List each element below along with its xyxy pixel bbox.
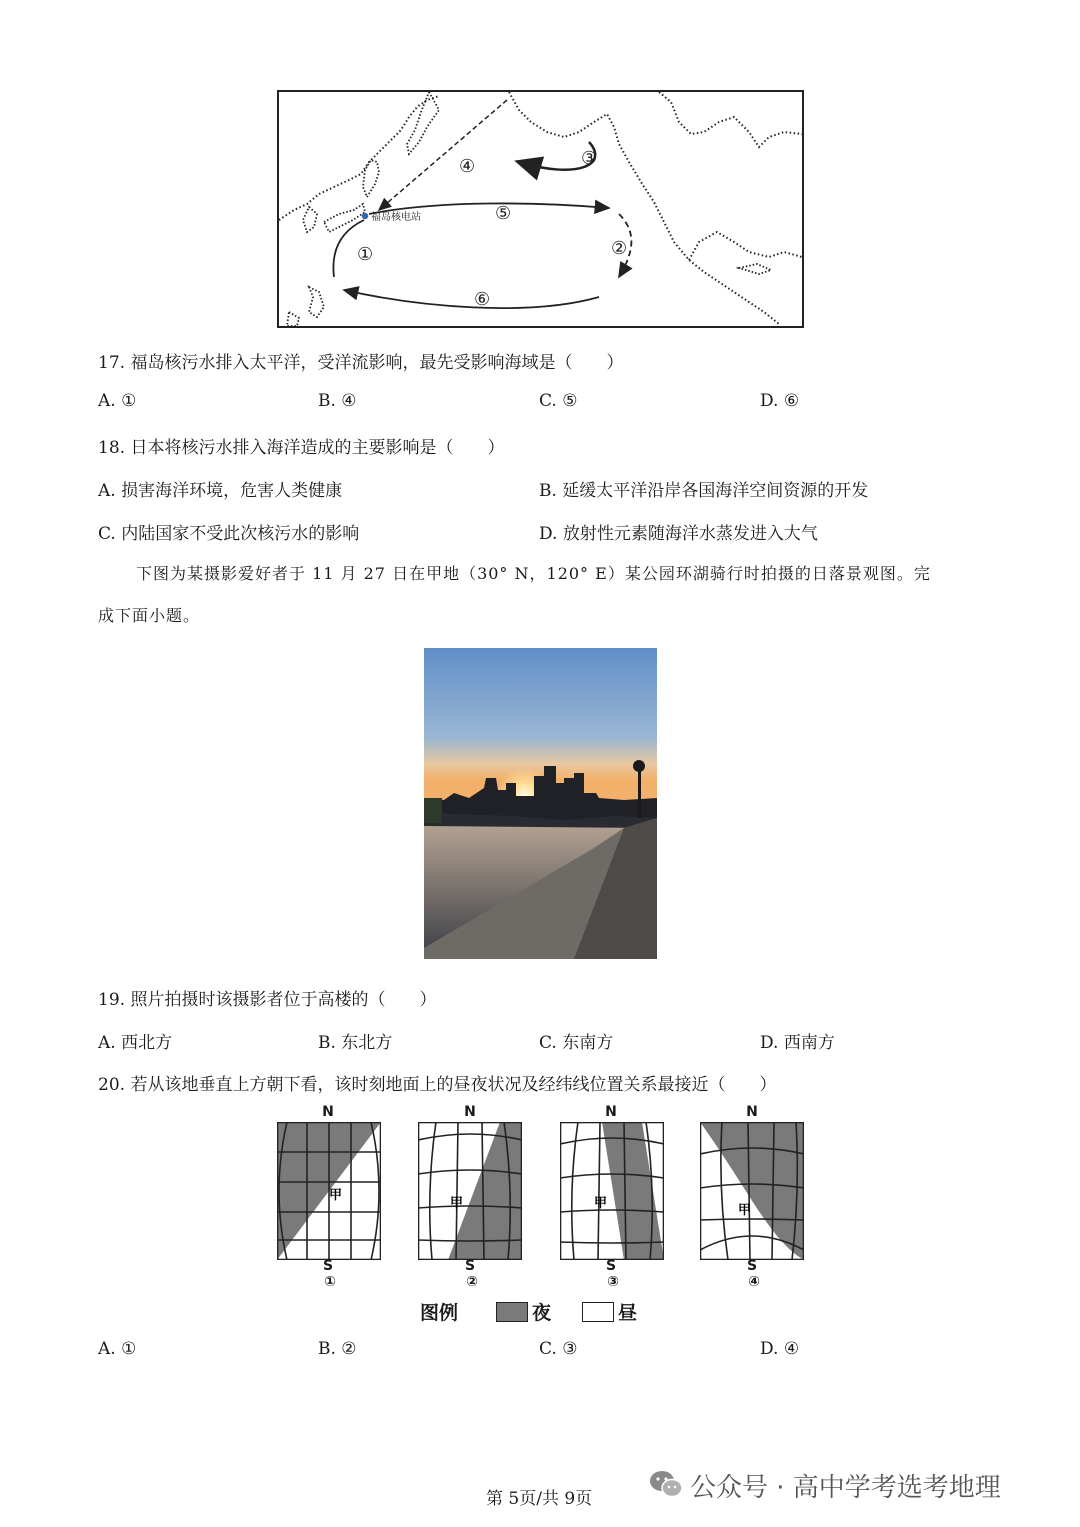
diagram-3-grid [560,1122,664,1260]
south-label: S [605,1258,617,1274]
ocean-current-map [277,90,804,328]
north-america-north [659,92,802,147]
q19-stem: 19. 照片拍摄时该摄影者位于高楼的（ ） [98,990,437,1010]
sunset-photo [424,648,657,959]
label-4: ④ [459,156,476,177]
q18-option-b[interactable]: B. 延缓太平洋沿岸各国海洋空间资源的开发 [539,481,869,501]
q20-option-d[interactable]: D. ④ [760,1339,800,1359]
legend-night-label: 夜 [532,1302,552,1324]
q17-option-d[interactable]: D. ⑥ [760,391,800,411]
q17-stem: 17. 福岛核污水排入太平洋，受洋流影响，最先受影响海域是（ ） [98,353,624,373]
q20-stem: 20. 若从该地垂直上方朝下看，该时刻地面上的昼夜状况及经纬线位置关系最接近（ ） [98,1075,777,1095]
q20-option-a[interactable]: A. ① [98,1339,137,1359]
south-label: S [322,1258,334,1274]
alaska-coast [509,92,779,324]
watermark-text: 公众号 · 高中学考选考地理 [690,1473,1001,1503]
q18-option-c[interactable]: C. 内陆国家不受此次核污水的影响 [98,524,360,544]
taiwan [287,312,299,326]
q17-option-a[interactable]: A. ① [98,391,137,411]
diagram-1-grid [277,1122,381,1260]
q18-stem: 18. 日本将核污水排入海洋造成的主要影响是（ ） [98,438,505,458]
label-1: ① [357,244,374,265]
q20-option-b[interactable]: B. ② [318,1339,357,1359]
intro-line-2: 成下面小题。 [98,606,201,625]
korea [303,207,317,232]
south-label: S [746,1258,758,1274]
q19-option-b[interactable]: B. 东北方 [318,1033,393,1053]
current-6-north-equatorial [344,290,599,308]
wechat-icon [648,1466,684,1502]
label-5: ⑤ [495,203,512,224]
map-drawing [279,92,802,326]
site-mark: 甲 [329,1188,343,1203]
diagram-1-number: ① [324,1274,336,1290]
q18-option-a[interactable]: A. 损害海洋环境，危害人类健康 [98,481,343,501]
gulf-coast [689,232,802,260]
current-4-oyashio [379,100,507,210]
site-label: 福岛核电站 [371,212,421,223]
philippines [309,287,324,317]
fukushima-site-marker [362,213,368,219]
asia-coastline [279,96,439,220]
page-number: 第 5页/共 9页 [486,1489,593,1509]
japan-main [324,204,365,232]
q17-option-c[interactable]: C. ⑤ [539,391,578,411]
legend-night-swatch [496,1302,528,1322]
north-label: N [464,1104,476,1120]
legend-day-swatch [582,1302,614,1322]
diagram-2-grid [418,1122,522,1260]
label-3: ③ [581,148,598,169]
site-mark: 甲 [450,1196,464,1211]
legend-title: 图例 [420,1302,459,1324]
q19-option-d[interactable]: D. 西南方 [760,1033,835,1053]
site-mark: 甲 [738,1203,752,1218]
diagram-2-number: ② [466,1274,478,1290]
q19-option-c[interactable]: C. 东南方 [539,1033,614,1053]
south-label: S [464,1258,476,1274]
q18-option-d[interactable]: D. 放射性元素随海洋水蒸发进入大气 [539,524,818,544]
intro-line-1: 下图为某摄影爱好者于 11 月 27 日在甲地（30° N，120° E）某公园环湖骑行时拍摄的日落景观图。完 [136,564,931,583]
site-mark: 甲 [594,1196,608,1211]
diagram-4-grid [700,1122,804,1260]
diagram-3-number: ③ [607,1274,619,1290]
label-6: ⑥ [474,289,491,310]
label-2: ② [611,238,628,259]
north-label: N [322,1104,334,1120]
q17-option-b[interactable]: B. ④ [318,391,357,411]
diagram-4-number: ④ [748,1274,760,1290]
kamchatka [407,92,439,154]
north-label: N [746,1104,758,1120]
north-label: N [605,1104,617,1120]
legend-day-label: 昼 [618,1302,638,1324]
q19-option-a[interactable]: A. 西北方 [98,1033,173,1053]
cuba [739,264,771,274]
q20-option-c[interactable]: C. ③ [539,1339,578,1359]
japan-island [363,160,379,197]
